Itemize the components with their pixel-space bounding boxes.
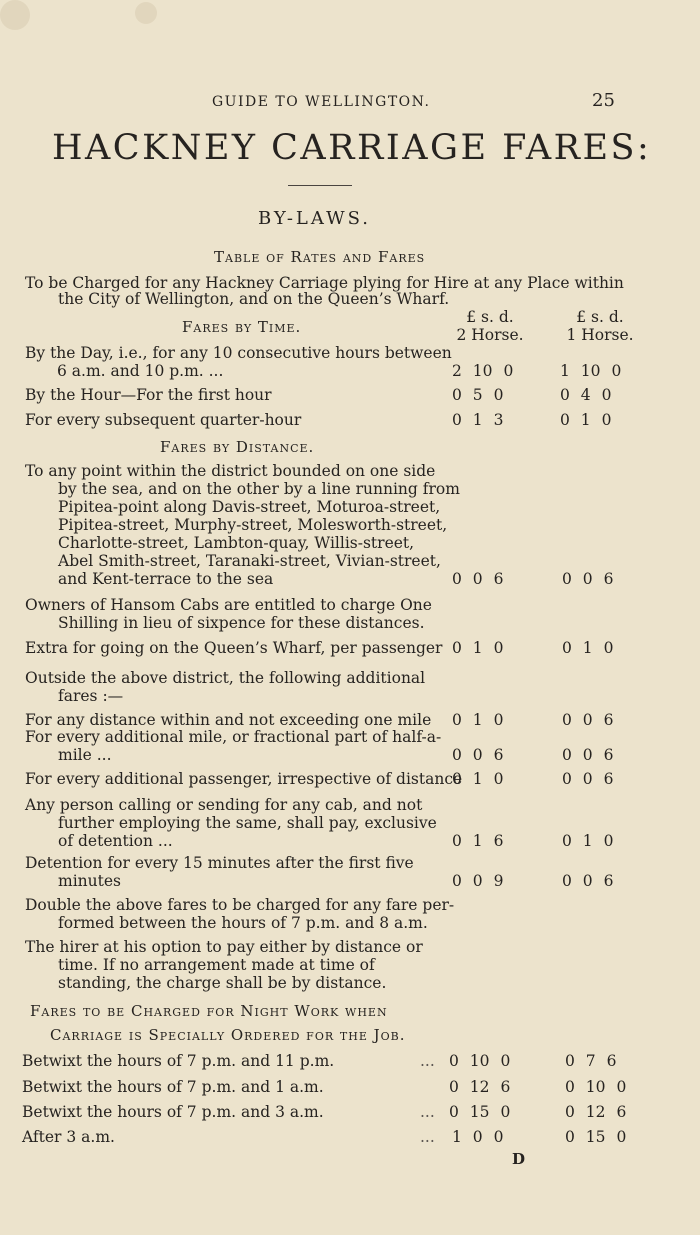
fare-value: 0 0 6	[562, 746, 614, 764]
fare-value: 0 10 0	[449, 1052, 511, 1070]
table-title: Table of Rates and Fares	[214, 248, 426, 266]
hirer-line: time. If no arrangement made at time of	[58, 956, 375, 974]
outside-paragraph	[25, 669, 425, 705]
fare-value: 0 5 0	[452, 386, 504, 404]
double-line: formed between the hours of 7 p.m. and 8 a.m.	[58, 914, 428, 932]
fare-value: 0 10 0	[565, 1078, 627, 1096]
fare-value: 0 0 6	[562, 570, 614, 588]
bylaws-heading: BY-LAWS.	[258, 208, 372, 229]
district-line: Pipitea-point along Davis-street, Moturoa-street,	[58, 498, 441, 516]
double-line: Double the above fares to be charged for any fare per-	[25, 896, 455, 914]
outside-row-detention	[25, 854, 414, 890]
fare-value: 0 0 6	[562, 770, 614, 788]
section-fares-by-distance: Fares by Distance.	[160, 438, 315, 456]
night-row-label: Betwixt the hours of 7 p.m. and 11 p.m.	[22, 1052, 335, 1070]
outside-line: Outside the above district, the following additional	[25, 669, 426, 687]
outside-row-line: mile ...	[58, 746, 112, 764]
signature-mark: D	[512, 1150, 526, 1168]
hirer-line: standing, the charge shall be by distance.	[58, 974, 387, 992]
district-line: by the sea, and on the other by a line running from	[58, 480, 460, 498]
fare-value: 0 1 0	[452, 639, 504, 657]
fare-value: 0 1 0	[452, 770, 504, 788]
one-horse-column-head	[550, 308, 650, 344]
night-row-label: Betwixt the hours of 7 p.m. and 3 a.m.	[22, 1103, 324, 1121]
district-line: Charlotte-street, Lambton-quay, Willis-street,	[58, 534, 415, 552]
outside-row-line: minutes	[58, 872, 121, 890]
fare-value: 0 1 0	[560, 411, 612, 429]
fare-value: 0 0 9	[452, 872, 504, 890]
fare-value: 0 0 6	[452, 570, 504, 588]
hirer-paragraph	[25, 938, 423, 992]
extra-wharf-label: Extra for going on the Queen’s Wharf, per passenger	[25, 639, 443, 657]
two-horse-units: £ s. d.	[466, 308, 514, 326]
hansom-paragraph	[25, 596, 432, 632]
outside-row-line: Any person calling or sending for any cab, and not	[25, 796, 423, 814]
intro-line-2: the City of Wellington, and on the Queen’s Wharf.	[58, 290, 450, 308]
leader-dots: ...	[420, 1052, 435, 1070]
fare-value: 1 10 0	[560, 362, 622, 380]
leader-dots: ...	[420, 1128, 435, 1146]
time-row-day	[25, 344, 452, 380]
hirer-line: The hirer at his option to pay either by distance or	[25, 938, 423, 956]
time-row-quarter-hour: For every subsequent quarter-hour	[25, 411, 302, 429]
hansom-line: Owners of Hansom Cabs are entitled to charge One	[25, 596, 432, 614]
page-title: HACKNEY CARRIAGE FARES:	[52, 128, 652, 168]
intro-line-1: To be Charged for any Hackney Carriage plying for Hire at any Place within	[25, 274, 624, 292]
district-line: Pipitea-street, Murphy-street, Molesworth-street,	[58, 516, 448, 534]
fare-value: 0 15 0	[565, 1128, 627, 1146]
time-row-line: By the Day, i.e., for any 10 consecutive hours between	[25, 344, 452, 362]
fare-value: 0 0 6	[562, 872, 614, 890]
fare-value: 0 4 0	[560, 386, 612, 404]
outside-row-line: Detention for every 15 minutes after the first five	[25, 854, 414, 872]
fare-value: 2 10 0	[452, 362, 514, 380]
running-title: GUIDE TO WELLINGTON.	[212, 94, 431, 110]
district-paragraph	[25, 462, 460, 588]
fare-value: 0 0 6	[562, 711, 614, 729]
outside-line: fares :—	[58, 687, 124, 705]
one-horse-label: 1 Horse.	[566, 326, 634, 344]
page-number: 25	[592, 90, 615, 111]
two-horse-column-head	[440, 308, 540, 344]
night-row-label: After 3 a.m.	[22, 1128, 115, 1146]
two-horse-label: 2 Horse.	[456, 326, 524, 344]
district-line: To any point within the district bounded on one side	[25, 462, 436, 480]
district-line: Abel Smith-street, Taranaki-street, Vivian-street,	[58, 552, 441, 570]
leader-dots: ...	[420, 1103, 435, 1121]
night-row-label: Betwixt the hours of 7 p.m. and 1 a.m.	[22, 1078, 324, 1096]
paper-stain	[135, 2, 157, 24]
fare-value: 1 0 0	[452, 1128, 504, 1146]
hansom-line: Shilling in lieu of sixpence for these distances.	[58, 614, 425, 632]
fare-value: 0 0 6	[452, 746, 504, 764]
fare-value: 0 12 6	[565, 1103, 627, 1121]
outside-row-one-mile: For any distance within and not exceeding one mile	[25, 711, 432, 729]
section-fares-by-time: Fares by Time.	[182, 318, 302, 336]
fare-value: 0 1 0	[562, 832, 614, 850]
outside-row-line: of detention ...	[58, 832, 173, 850]
double-fares-paragraph	[25, 896, 454, 932]
time-row-line: 6 a.m. and 10 p.m. ...	[57, 362, 224, 380]
fare-value: 0 15 0	[449, 1103, 511, 1121]
section-night-work-2: Carriage is Specially Ordered for the Job.	[50, 1026, 406, 1044]
outside-row-calling	[25, 796, 437, 850]
title-divider	[288, 185, 352, 186]
fare-value: 0 1 0	[452, 711, 504, 729]
fare-value: 0 7 6	[565, 1052, 617, 1070]
paper-stain	[0, 0, 30, 30]
outside-row-line: For every additional mile, or fractional part of half-a-	[25, 728, 442, 746]
fare-value: 0 1 3	[452, 411, 504, 429]
outside-row-passenger: For every additional passenger, irrespective of distance	[25, 770, 463, 788]
district-line: and Kent-terrace to the sea	[58, 570, 274, 588]
one-horse-units: £ s. d.	[576, 308, 624, 326]
fare-value: 0 1 6	[452, 832, 504, 850]
section-night-work-1: Fares to be Charged for Night Work when	[30, 1002, 388, 1020]
fare-value: 0 1 0	[562, 639, 614, 657]
fare-value: 0 12 6	[449, 1078, 511, 1096]
outside-row-additional-mile	[25, 728, 441, 764]
time-row-hour: By the Hour—For the first hour	[25, 386, 272, 404]
outside-row-line: further employing the same, shall pay, exclusive	[58, 814, 437, 832]
